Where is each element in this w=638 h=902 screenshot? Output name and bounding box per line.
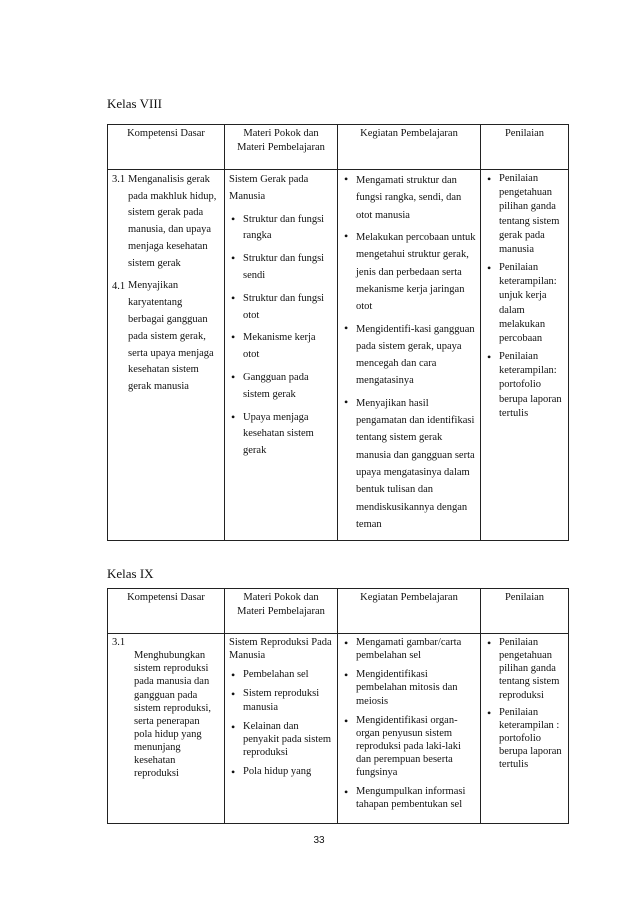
list-item: • Struktur dan fungsi sendi bbox=[243, 251, 333, 285]
list-item: • Upaya menjaga kesehatan sistem gerak bbox=[243, 410, 333, 460]
header-materi-pokok: Materi Pokok dan Materi Pembelajaran bbox=[225, 125, 338, 170]
materi-cell bbox=[225, 170, 338, 541]
list-item: • Penilaian keterampilan : portofolio berupa laporan tertulis bbox=[499, 706, 564, 772]
list-item: • Mengidentifi-kasi gangguan pada sistem gerak, upaya mencegah dan cara mengatasinya bbox=[356, 321, 476, 390]
materi-list bbox=[229, 212, 333, 460]
list-item: • Mengamati struktur dan fungsi rangka, sendi, dan otot manusia bbox=[356, 172, 476, 224]
kd-number: 3.1 bbox=[112, 174, 126, 185]
kd-number: 4.1 bbox=[112, 280, 126, 292]
section-heading-kelas-viii: Kelas VIII bbox=[107, 96, 162, 111]
header-materi-pokok: Materi Pokok dan Materi Pembelajaran bbox=[225, 589, 338, 634]
kd-item bbox=[112, 279, 220, 396]
kd-cell bbox=[108, 170, 225, 541]
table-body-row bbox=[108, 170, 569, 541]
list-item: • Gangguan pada sistem gerak bbox=[243, 370, 333, 404]
list-item: • Struktur dan fungsi rangka bbox=[243, 212, 333, 246]
header-kompetensi-dasar: Kompetensi Dasar bbox=[108, 125, 225, 170]
header-penilaian: Penilaian bbox=[481, 589, 569, 634]
list-item: • Mengumpulkan informasi tahapan pembentukan sel bbox=[356, 785, 476, 811]
kd-text: Menyajikan karyatentang berbagai gangguan pada sistem gerak, serta upaya menjaga kesehatan sistem gerak manusia bbox=[128, 280, 214, 393]
header-kompetensi-dasar: Kompetensi Dasar bbox=[108, 589, 225, 634]
list-item: • Penilaian keterampilan: unjuk kerja dalam melakukan percobaan bbox=[499, 261, 564, 346]
table-body-row bbox=[108, 634, 569, 824]
kd-text: Menghubungkan sistem reproduksi pada manusia dan gangguan pada sistem reproduksi, serta penerapan pola hidup yang menunjang kesehatan reproduksi bbox=[134, 650, 211, 780]
header-kegiatan: Kegiatan Pembelajaran bbox=[338, 589, 481, 634]
table-header-row bbox=[108, 125, 569, 170]
penilaian-cell bbox=[481, 170, 569, 541]
list-item: • Pembelahan sel bbox=[243, 668, 333, 681]
penilaian-cell bbox=[481, 634, 569, 824]
kd-text: Menganalisis gerak pada makhluk hidup, sistem gerak pada manusia, dan upaya menjaga kesehatan sistem gerak bbox=[128, 173, 217, 269]
header-kegiatan: Kegiatan Pembelajaran bbox=[338, 125, 481, 170]
list-item: • Penilaian pengetahuan pilihan ganda tentang sistem gerak pada manusia bbox=[499, 172, 564, 257]
kd-number: 3.1 bbox=[112, 637, 126, 648]
kd-cell bbox=[108, 634, 225, 824]
materi-title: Sistem Gerak pada Manusia bbox=[229, 174, 309, 202]
table-header-row bbox=[108, 589, 569, 634]
penilaian-list bbox=[485, 636, 564, 771]
list-item: • Struktur dan fungsi otot bbox=[243, 291, 333, 325]
page-number: 33 bbox=[313, 835, 325, 846]
materi-list bbox=[229, 668, 333, 778]
kegiatan-list bbox=[342, 636, 476, 812]
list-item: • Mengidentifikasi organ-organ penyusun sistem reproduksi pada laki-laki dan perempuan beserta fungsinya bbox=[356, 714, 476, 780]
section-heading-kelas-ix: Kelas IX bbox=[107, 566, 154, 581]
list-item: • Kelainan dan penyakit pada sistem reproduksi bbox=[243, 720, 333, 759]
table-kelas-viii bbox=[107, 124, 569, 541]
list-item: • Mengidentifikasi pembelahan mitosis dan meiosis bbox=[356, 668, 476, 707]
list-item: • Melakukan percobaan untuk mengetahui struktur gerak, jenis dan perbedaan serta mekanisme kerja jaringan otot bbox=[356, 229, 476, 316]
list-item: • Penilaian pengetahuan pilihan ganda tentang sistem reproduksi bbox=[499, 636, 564, 702]
kd-item bbox=[112, 172, 220, 273]
list-item: • Sistem reproduksi manusia bbox=[243, 687, 333, 713]
list-item: • Mekanisme kerja otot bbox=[243, 330, 333, 364]
kegiatan-cell bbox=[338, 634, 481, 824]
kegiatan-cell bbox=[338, 170, 481, 541]
table-kelas-ix bbox=[107, 588, 569, 824]
materi-cell bbox=[225, 634, 338, 824]
list-item: • Penilaian keterampilan: portofolio berupa laporan tertulis bbox=[499, 350, 564, 421]
materi-title: Sistem Reproduksi Pada Manusia bbox=[229, 637, 332, 662]
list-item: • Mengamati gambar/carta pembelahan sel bbox=[356, 636, 476, 662]
penilaian-list bbox=[485, 172, 564, 421]
list-item: • Menyajikan hasil pengamatan dan identifikasi tentang sistem gerak manusia dan gangguan serta upaya mengatasinya dalam bentuk tulisan dan mendiskusikannya dengan teman bbox=[356, 395, 476, 534]
kegiatan-list bbox=[342, 172, 476, 533]
header-penilaian: Penilaian bbox=[481, 125, 569, 170]
list-item: • Pola hidup yang bbox=[243, 765, 333, 778]
